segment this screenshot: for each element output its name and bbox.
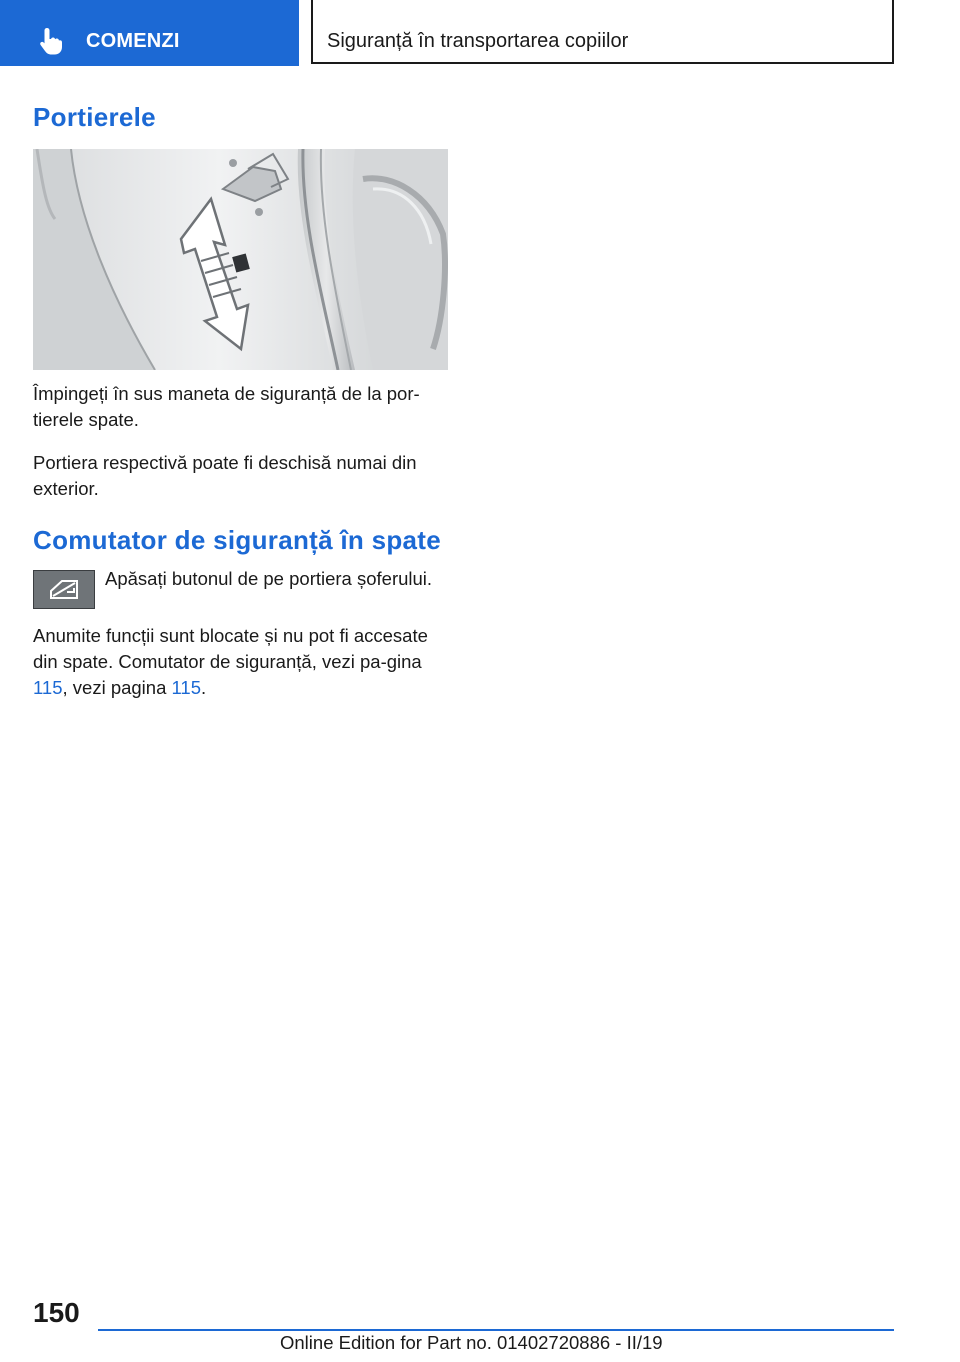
- door-lock-illustration: [33, 149, 448, 370]
- section-label: COMENZI: [86, 30, 180, 52]
- page-number: 150: [33, 1297, 80, 1328]
- page-link-115-first[interactable]: 115: [33, 677, 63, 698]
- switch-instruction: Apăsați butonul de pe portiera șoferului.: [105, 568, 433, 589]
- switch-heading: Comutator de siguranță în spate: [33, 525, 442, 555]
- doors-heading: Portierele: [33, 102, 156, 132]
- window-lock-button-icon: [33, 570, 95, 609]
- chapter-title: Siguranță în transportarea copiilor: [327, 30, 629, 52]
- footer-divider: [98, 1329, 894, 1331]
- switch-text-middle: , vezi pagina: [62, 677, 172, 698]
- chapter-header: [311, 0, 894, 64]
- doors-paragraph-open-outside: Portiera respectivă poate fi deschisă numai din exterior.: [33, 452, 417, 499]
- switch-text-suffix: .: [201, 677, 207, 698]
- door-lock-image: [33, 149, 448, 370]
- section-tab: [0, 0, 299, 66]
- switch-paragraph: [33, 623, 453, 701]
- edition-text: Online Edition for Part no. 01402720886 - II/19: [280, 1332, 663, 1353]
- page-link-115-second[interactable]: 115: [171, 677, 202, 698]
- hand-pointer-icon: [36, 26, 66, 56]
- doors-paragraph-push-lever: Împingeți în sus maneta de siguranță de la por-tierele spate.: [33, 383, 420, 430]
- switch-text-prefix: Anumite funcții sunt blocate și nu pot fi accesate din spate. Comutator de siguranță, vezi pa-gina: [33, 625, 428, 672]
